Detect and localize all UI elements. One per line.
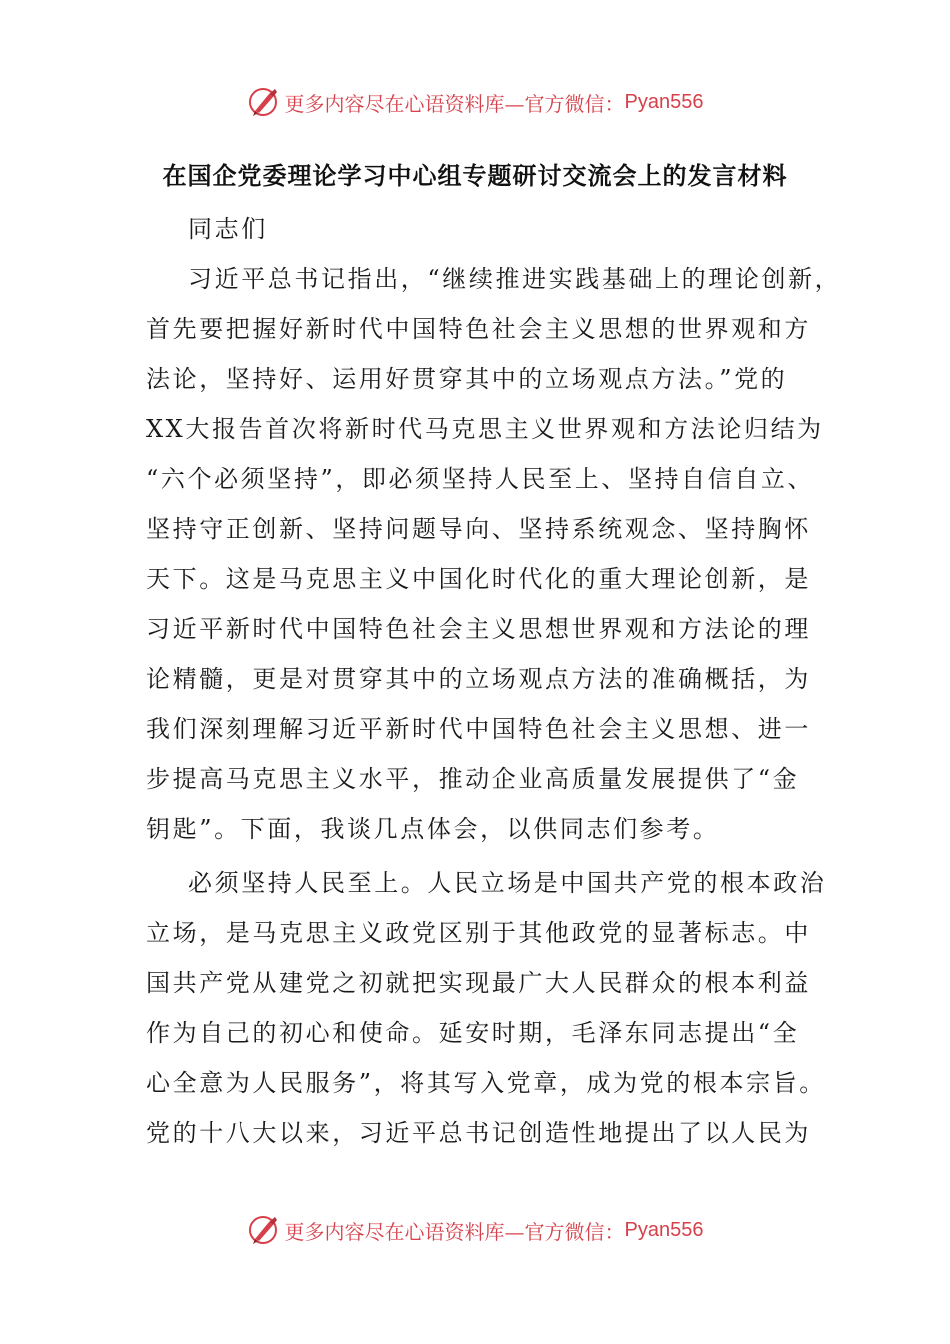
paragraph-line: 我们深刻理解习近平新时代中国特色社会主义思想、进一 (146, 715, 811, 743)
paragraph-line: 法论，坚持好、运用好贯穿其中的立场观点方法。”党的 (146, 365, 788, 393)
paragraph-line: 钥匙”。下面，我谈几点体会，以供同志们参考。 (146, 815, 720, 843)
paragraph-line: 作为自己的初心和使命。延安时期，毛泽东同志提出“全 (146, 1019, 800, 1047)
paragraph-line: 步提高马克思主义水平，推动企业高质量发展提供了“金 (146, 765, 800, 793)
banner-wechat-id: Pyan556 (624, 1218, 704, 1241)
banner-text: 更多内容尽在心语资料库—官方微信： (284, 1219, 625, 1244)
salutation: 同志们 (188, 215, 268, 243)
banner-wechat-id: Pyan556 (624, 90, 704, 113)
paragraph-1 (146, 254, 842, 854)
banner-text: 更多内容尽在心语资料库—官方微信： (284, 91, 625, 116)
document-body (146, 204, 842, 1158)
pen-logo-icon (247, 1213, 281, 1247)
document-title: 在国企党委理论学习中心组专题研讨交流会上的发言材料 (162, 162, 788, 190)
paragraph-line: 心全意为人民服务”，将其写入党章，成为党的根本宗旨。 (146, 1069, 826, 1097)
paragraph-line: 天下。这是马克思主义中国化时代化的重大理论创新，是 (146, 565, 811, 593)
paragraph-line: 国共产党从建党之初就把实现最广大人民群众的根本利益 (146, 969, 811, 997)
header-banner (0, 80, 950, 124)
paragraph-line: “六个必须坚持”，即必须坚持人民至上、坚持自信自立、 (146, 465, 815, 493)
paragraph-line: 党的十八大以来，习近平总书记创造性地提出了以人民为 (146, 1119, 811, 1147)
paragraph-line: 必须坚持人民至上。人民立场是中国共产党的根本政治 (188, 869, 827, 897)
paragraph-2 (146, 858, 826, 1158)
footer-banner (0, 1208, 950, 1252)
paragraph-line: XX大报告首次将新时代马克思主义世界观和方法论归结为 (146, 415, 824, 443)
paragraph-line: 首先要把握好新时代中国特色社会主义思想的世界观和方 (146, 315, 811, 343)
paragraph-line: 论精髓，更是对贯穿其中的立场观点方法的准确概括，为 (146, 665, 811, 693)
paragraph-line: 坚持守正创新、坚持问题导向、坚持系统观念、坚持胸怀 (146, 515, 811, 543)
paragraph-line: 习近平总书记指出，“继续推进实践基础上的理论创新， (188, 265, 842, 293)
paragraph-line: 立场，是马克思主义政党区别于其他政党的显著标志。中 (146, 919, 811, 947)
paragraph-line: 习近平新时代中国特色社会主义思想世界观和方法论的理 (146, 615, 811, 643)
pen-logo-icon (247, 85, 281, 119)
